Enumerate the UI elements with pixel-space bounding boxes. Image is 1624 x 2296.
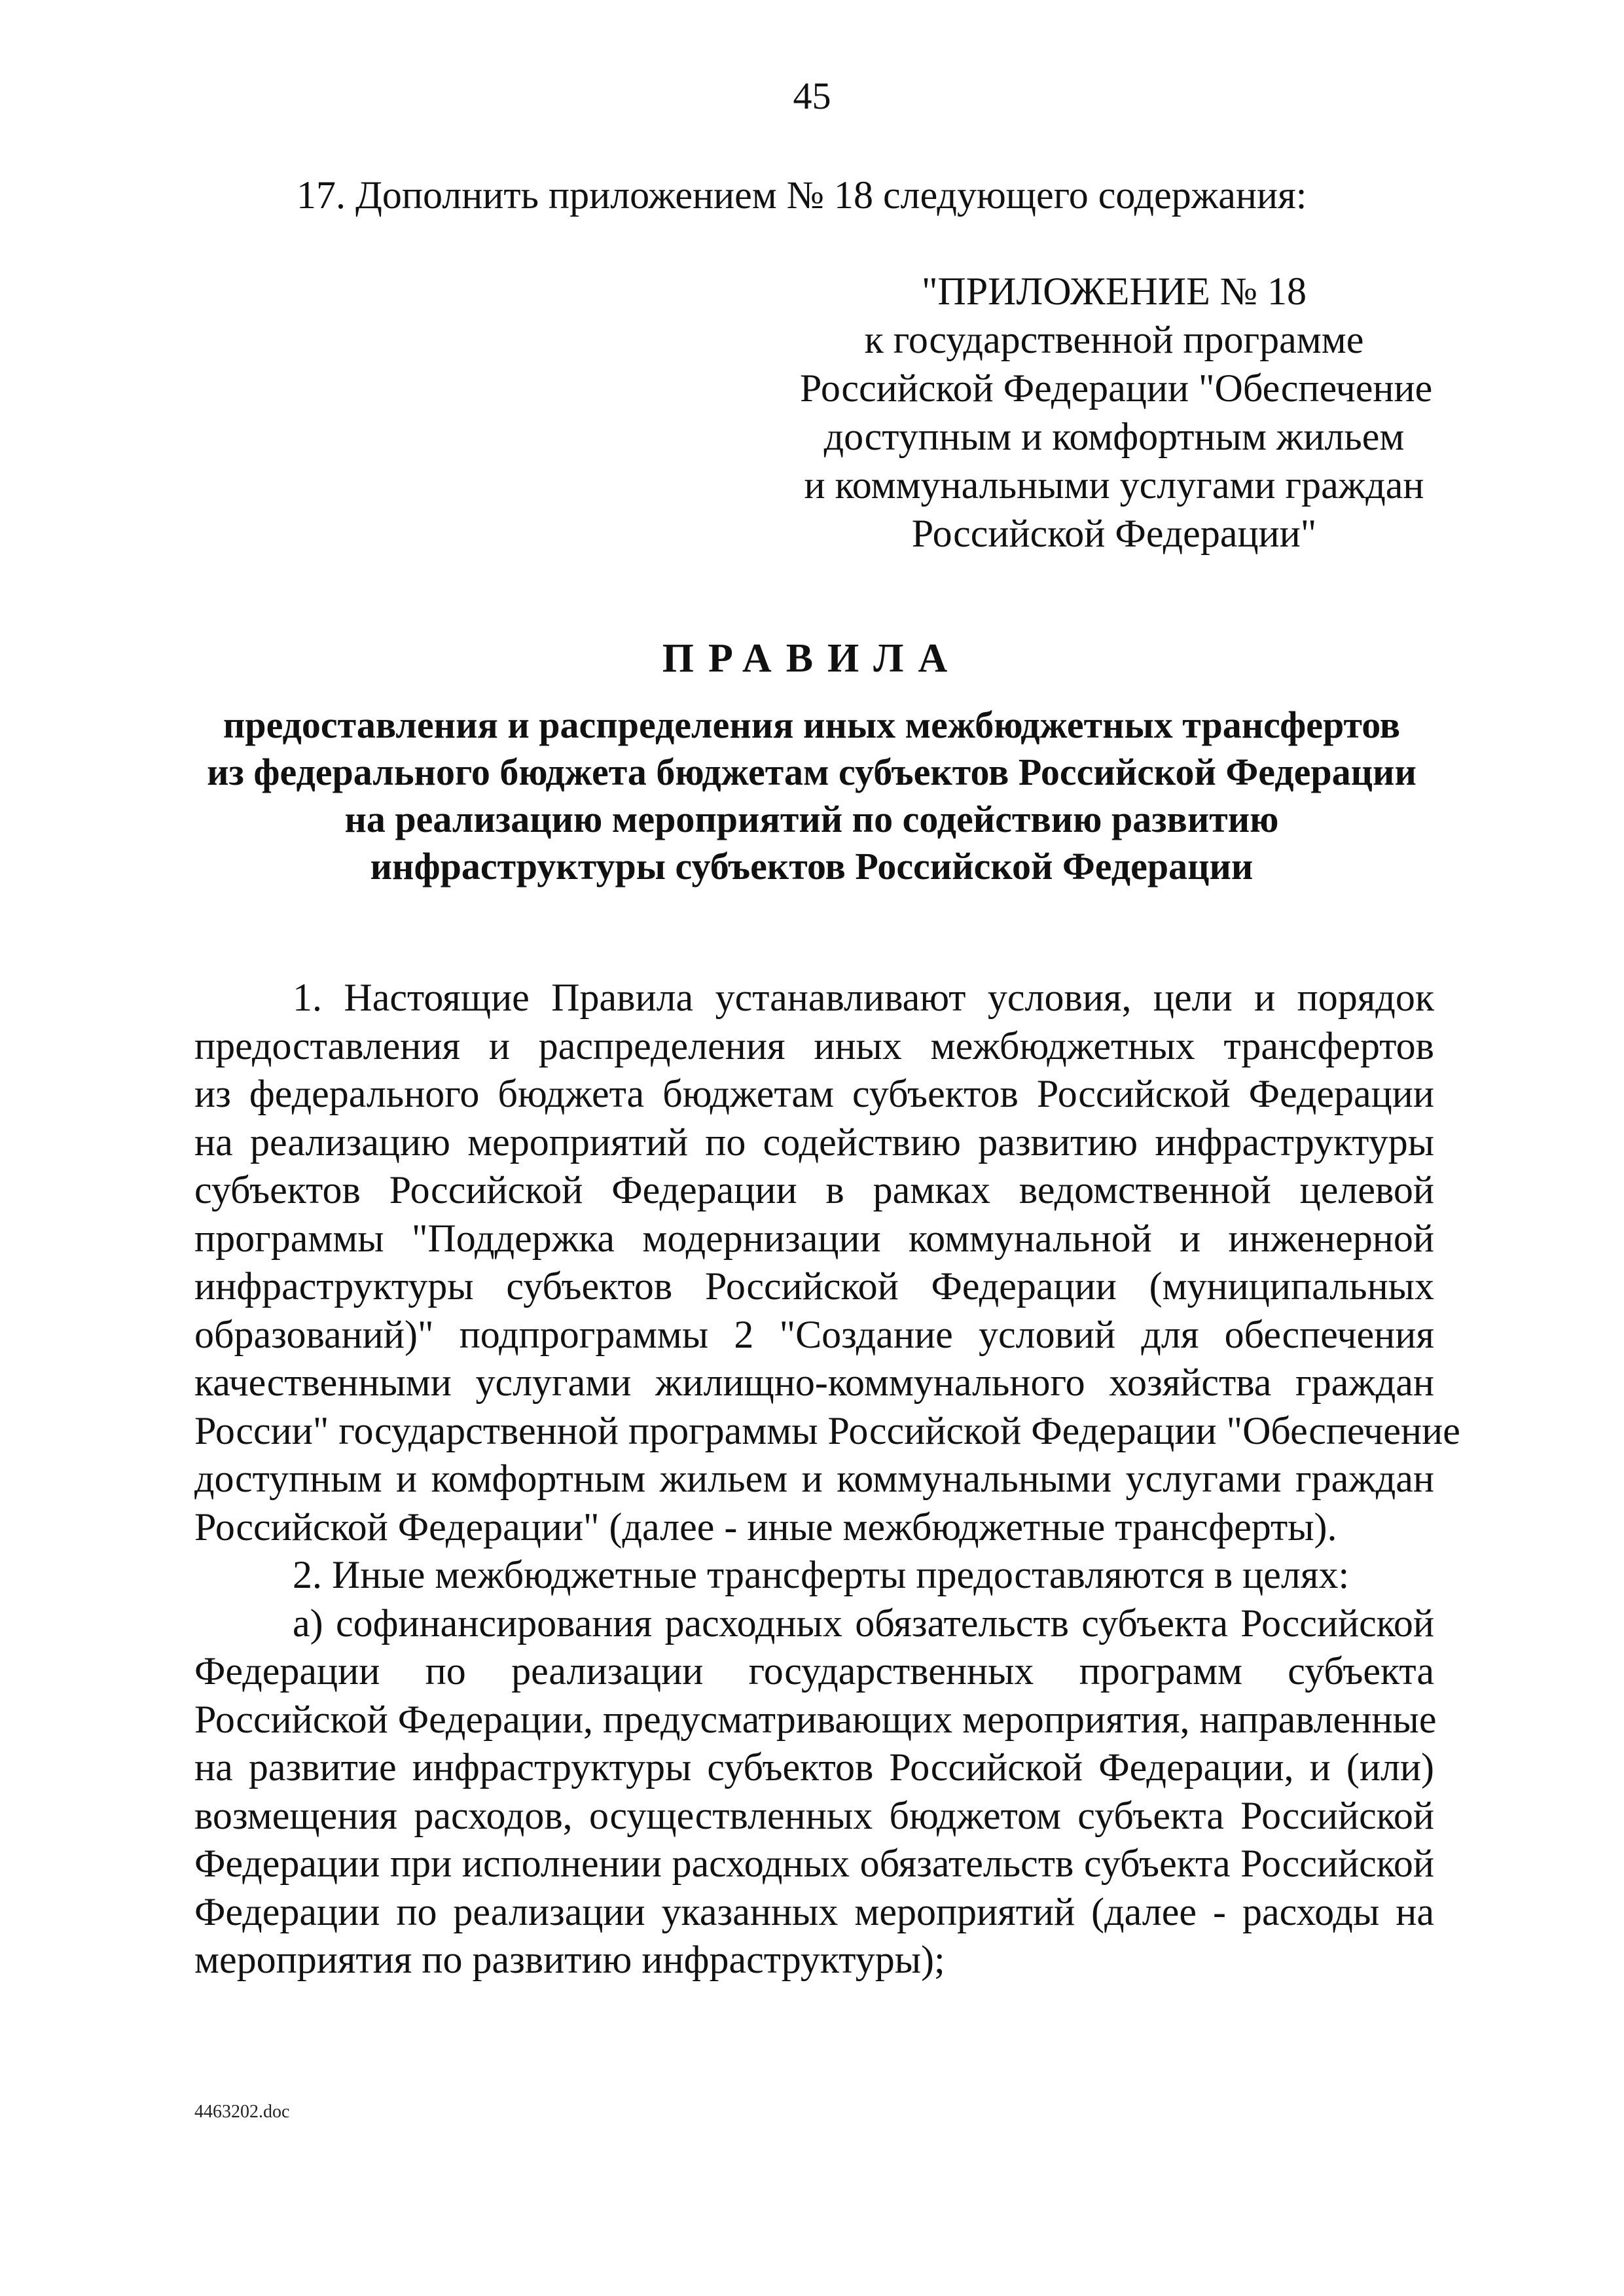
text-line: России" государственной программы Российской Федерации "Обеспечение bbox=[194, 1408, 1460, 1452]
appendix-line: и коммунальными услугами граждан bbox=[804, 463, 1424, 507]
appendix-header bbox=[800, 267, 1433, 558]
text-line: качественными услугами жилищно-коммунального хозяйства граждан bbox=[194, 1361, 1434, 1404]
text-line: образований)" подпрограммы 2 "Создание условий для обеспечения bbox=[194, 1312, 1434, 1356]
text-line: 1. Настоящие Правила устанавливают условия, цели и порядок bbox=[293, 976, 1434, 1019]
subtitle-line: предоставления и распределения иных межбюджетных трансфертов bbox=[223, 704, 1401, 746]
text-line: инфраструктуры субъектов Российской Федерации (муниципальных bbox=[194, 1265, 1434, 1308]
document-body bbox=[194, 974, 1460, 1984]
rules-subtitle bbox=[164, 702, 1460, 890]
text-line: на развитие инфраструктуры субъектов Российской Федерации, и (или) bbox=[194, 1746, 1434, 1789]
paragraph-2 bbox=[194, 1551, 1434, 1600]
rules-title: ПРАВИЛА bbox=[662, 636, 962, 681]
text-line: предоставления и распределения иных межбюджетных трансфертов bbox=[194, 1024, 1434, 1067]
text-line: Федерации по реализации указанных мероприятий (далее - расходы на bbox=[194, 1890, 1434, 1933]
text-line: возмещения расходов, осуществленных бюджетом субъекта Российской bbox=[194, 1793, 1434, 1837]
subtitle-line: на реализацию мероприятий по содействию развитию bbox=[344, 798, 1279, 840]
text-line: Российской Федерации, предусматривающих мероприятия, направленные bbox=[194, 1697, 1437, 1741]
appendix-line: доступным и комфортным жильем bbox=[823, 415, 1405, 458]
appendix-line: Российской Федерации "Обеспечение bbox=[800, 367, 1433, 410]
text-line: 2. Иные межбюджетные трансферты предоставляются в целях: bbox=[293, 1553, 1350, 1596]
text-line: программы "Поддержка модернизации коммунальной и инженерной bbox=[194, 1216, 1434, 1260]
text-line: доступным и комфортным жильем и коммунальными услугами граждан bbox=[194, 1457, 1434, 1500]
text-line: на реализацию мероприятий по содействию развитию инфраструктуры bbox=[194, 1120, 1434, 1164]
subtitle-line: инфраструктуры субъектов Российской Федерации bbox=[370, 845, 1254, 888]
paragraph-1 bbox=[194, 974, 1460, 1551]
text-line: а) софинансирования расходных обязательств субъекта Российской bbox=[293, 1601, 1434, 1645]
appendix-line: к государственной программе bbox=[864, 318, 1364, 361]
text-line: из федерального бюджета бюджетам субъектов Российской Федерации bbox=[194, 1072, 1434, 1115]
paragraph-2a bbox=[194, 1600, 1437, 1984]
text-line: мероприятия по развитию инфраструктуры); bbox=[194, 1938, 945, 1981]
text-line: Федерации при исполнении расходных обязательств субъекта Российской bbox=[194, 1842, 1434, 1885]
appendix-line: Российской Федерации" bbox=[911, 512, 1317, 555]
text-line: субъектов Российской Федерации в рамках ведомственной целевой bbox=[194, 1168, 1434, 1211]
text-line: Федерации по реализации государственных программ субъекта bbox=[194, 1649, 1434, 1693]
text-line: Российской Федерации" (далее - иные межбюджетные трансферты). bbox=[194, 1505, 1337, 1549]
appendix-line: "ПРИЛОЖЕНИЕ № 18 bbox=[921, 270, 1307, 313]
subtitle-line: из федерального бюджета бюджетам субъектов Российской Федерации bbox=[207, 751, 1416, 793]
intro-line: 17. Дополнить приложением № 18 следующего содержания: bbox=[297, 173, 1307, 217]
page-number: 45 bbox=[793, 75, 831, 117]
document-file-code: 4463202.doc bbox=[194, 2102, 290, 2122]
